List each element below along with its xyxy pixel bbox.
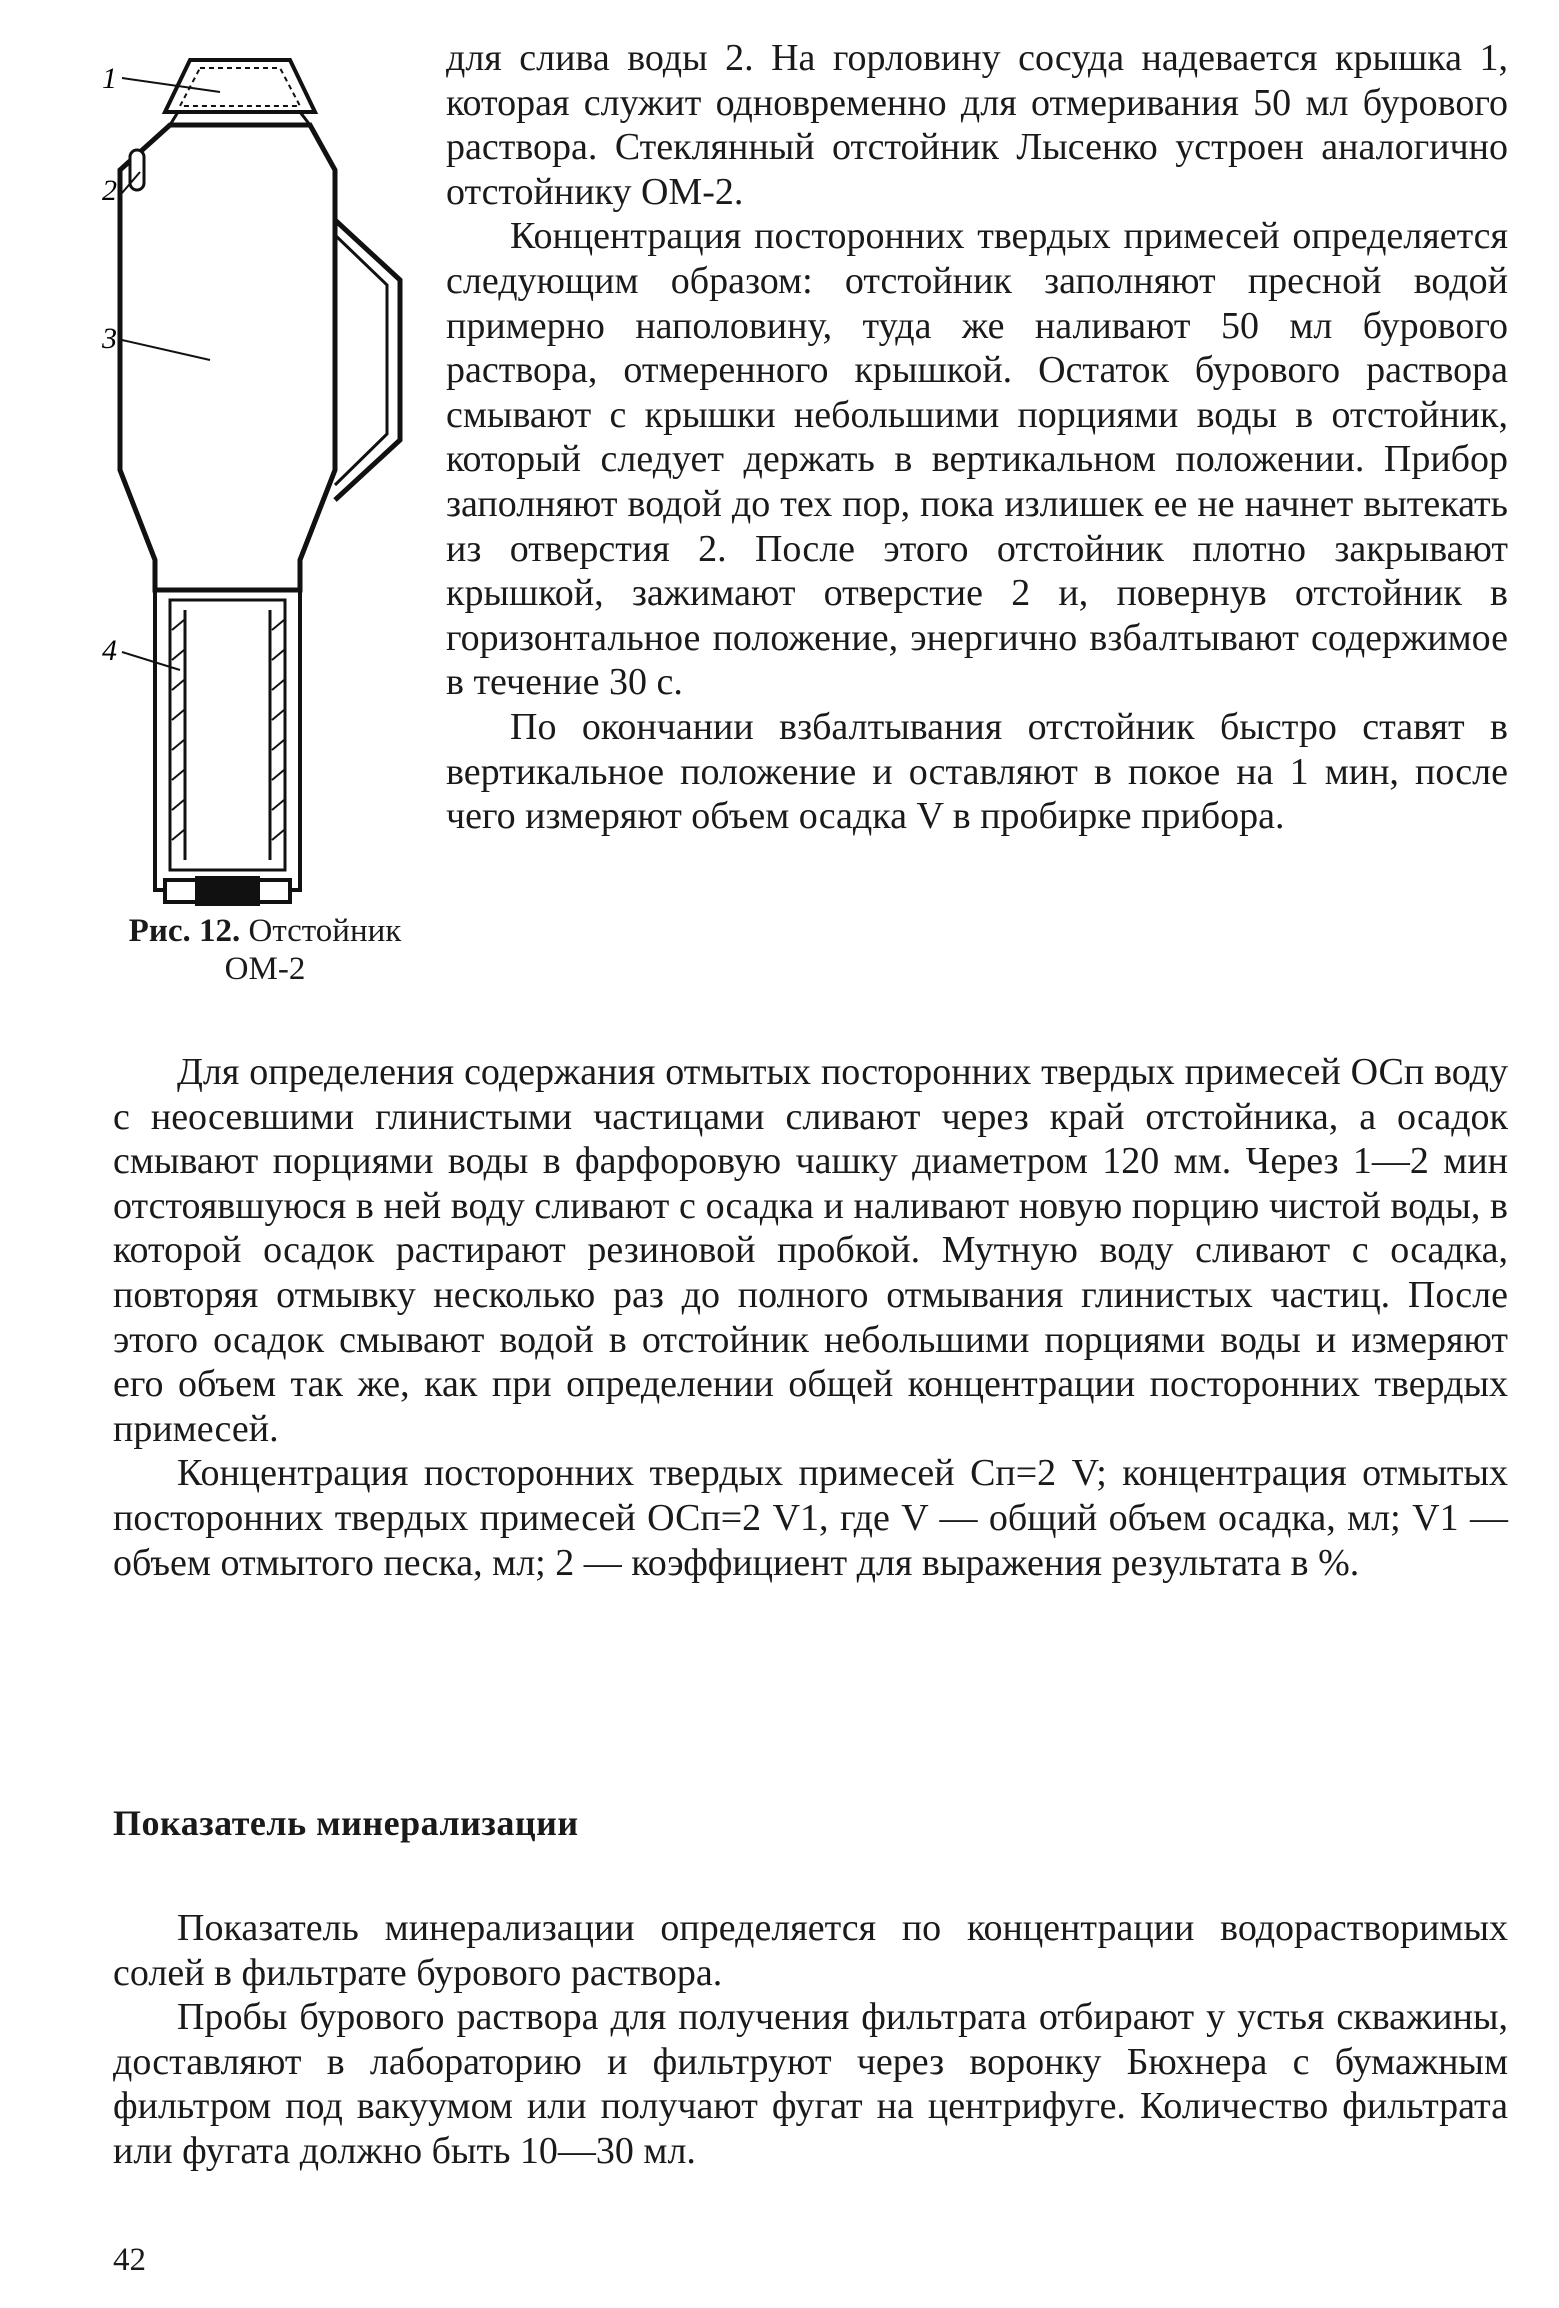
body-paragraph: Для определения содержания отмытых посторонних твердых примесей ОСп воду с неосевшими глинистыми частицами сливают через край отстойника, а осадок смывают порциями воды в фарфоровую чашку диаметром 120 мм. Через 1—2 мин отстоявшуюся в ней воду сливают с осадка и наливают новую порцию чистой воды, в которой осадок растирают резиновой пробкой. Мутную воду сливают с осадка, повторяя отмывку несколько раз до полного отмывания глинистых частиц. После этого осадок смывают водой в отстойник небольшими порциями воды и измеряют его объем так же, как при определении общей концентрации посторонних твердых примесей. <box>113 1051 1508 1450</box>
body-paragraph: Концентрация посторонних твердых примесей Сп=2 V; концентрация отмытых посторонних твердых примесей ОСп=2 V1, где V — общий объем осадка, мл; V1 — объем отмытого песка, мл; 2 — коэффициент для выражения результата в %. <box>113 1452 1508 1584</box>
vessel-body <box>120 125 335 590</box>
settler-drawing <box>100 30 420 910</box>
figure-12-settler-om2 <box>100 30 420 930</box>
section-text-block <box>113 1906 1508 2174</box>
figure-label-3: 3 <box>102 322 117 355</box>
vessel-handle <box>335 220 400 500</box>
figure-caption-text: Отстойник ОМ-2 <box>224 913 402 987</box>
column-text-block <box>446 36 1508 839</box>
section-paragraph: Пробы бурового раствора для получения фильтрата отбирают у устья скважины, доставляют в лабораторию и фильтруют через воронку Бюхнера с бумажным фильтром под вакуумом или получают фугат на центрифуге. Количество фильтрата или фугата должно быть 10—30 мл. <box>113 1996 1508 2172</box>
test-tube <box>155 590 300 890</box>
column-paragraph: Концентрация посторонних твердых примесей определяется следующим образом: отстойник заполняют пресной водой примерно наполовину, туда же наливают 50 мл бурового раствора, отмеренного крышкой. Остаток бурового раствора смывают с крышки небольшими порциями воды в отстойник, который следует держать в вертикальном положении. Прибор заполняют водой до тех пор, пока излишек ее не начнет вытекать из отверстия 2. После этого отстойник плотно закрывают крышкой, зажимают отверстие 2 и, повернув отстойник в горизонтальное положение, энергично взбалтывают содержимое в течение 30 с. <box>446 215 1508 704</box>
column-paragraph: для слива воды 2. На горловину сосуда надевается крышка 1, которая служит одновременно для отмеривания 50 мл бурового раствора. Стеклянный отстойник Лысенко устроен аналогично отстойнику ОМ-2. <box>446 37 1508 213</box>
column-paragraph: По окончании взбалтывания отстойник быстро ставят в вертикальное положение и оставляют в покое на 1 мин, после чего измеряют объем осадка V в пробирке прибора. <box>446 705 1508 838</box>
figure-label-2: 2 <box>102 174 117 207</box>
figure-label-4: 4 <box>102 634 117 667</box>
drain-hole <box>130 150 144 190</box>
page-number: 42 <box>113 2242 146 2278</box>
section-paragraph: Показатель минерализации определяется по концентрации водорастворимых солей в фильтрате бурового раствора. <box>113 1907 1508 1994</box>
full-width-text-block <box>113 1050 1508 1585</box>
section-heading: Показатель минерализации <box>113 1803 579 1843</box>
figure-caption-prefix: Рис. 12. <box>128 913 241 949</box>
figure-label-1: 1 <box>102 62 117 95</box>
figure-caption <box>100 912 430 988</box>
